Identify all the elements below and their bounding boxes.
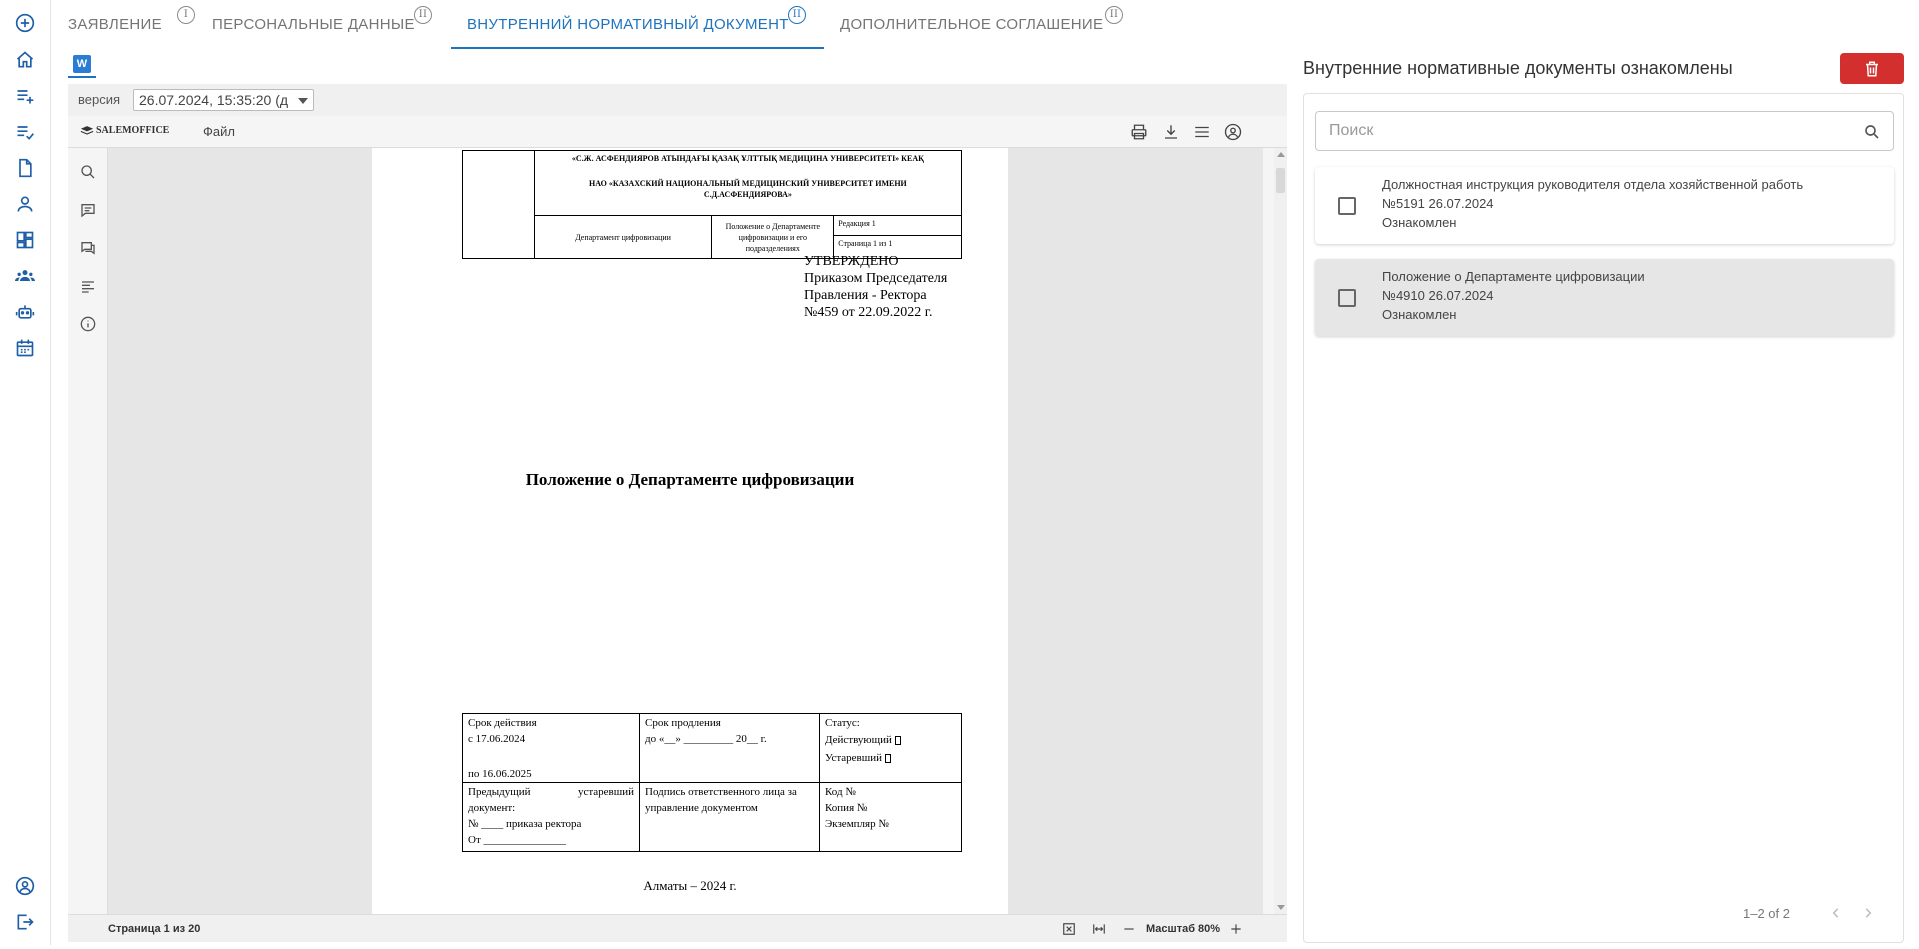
- tab-internal-document[interactable]: [451, 0, 824, 49]
- menu-icon[interactable]: [1192, 122, 1212, 142]
- panel-title: Внутренние нормативные документы ознакомлены: [1303, 58, 1733, 78]
- page-of-cell: Страница 1 из 1: [838, 239, 893, 248]
- search-input[interactable]: [1329, 112, 1849, 150]
- group-icon[interactable]: [14, 265, 36, 287]
- tab-label: ЗАЯВЛЕНИЕ: [68, 16, 162, 33]
- dept-cell: Департамент цифровизации: [534, 216, 712, 259]
- chevron-right-icon[interactable]: [1859, 904, 1877, 922]
- doc-name-cell: Положение о Департаменте цифровизации и его подразделениях: [712, 216, 834, 259]
- list-item[interactable]: [1315, 167, 1894, 244]
- tab-additional-agreement[interactable]: [840, 0, 1140, 49]
- document-header-table: [462, 150, 962, 259]
- version-select[interactable]: [133, 89, 314, 111]
- home-icon[interactable]: [14, 49, 36, 71]
- approval-line: УТВЕРЖДЕНО: [804, 254, 899, 269]
- item-checkbox[interactable]: [1338, 289, 1356, 307]
- tab-label: ПЕРСОНАЛЬНЫЕ ДАННЫЕ: [212, 16, 415, 33]
- playlist-check-icon[interactable]: [14, 121, 36, 143]
- item-number: №4910 26.07.2024: [1382, 288, 1494, 303]
- header-line-kz: «С.Ж. АСФЕНДИЯРОВ АТЫНДАҒЫ ҚАЗАҚ ҰЛТТЫҚ МЕДИЦИНА УНИВЕРСИТЕТІ» КЕАҚ: [571, 154, 924, 163]
- item-status: Ознакомлен: [1382, 215, 1457, 230]
- document-viewer: [68, 84, 1287, 942]
- playlist-add-icon[interactable]: [14, 85, 36, 107]
- copy-number: Копия №: [825, 802, 868, 814]
- tab-application[interactable]: [68, 0, 198, 49]
- comment-icon[interactable]: [78, 200, 98, 220]
- tab-badge: II: [414, 6, 432, 24]
- approval-line: Правления - Ректора: [804, 288, 927, 303]
- plus-circle-icon[interactable]: [14, 12, 36, 34]
- zoom-label: Масштаб 80%: [1146, 923, 1221, 935]
- word-chip-underline: [68, 76, 96, 78]
- tab-label: ДОПОЛНИТЕЛЬНОЕ СОГЛАШЕНИЕ: [840, 16, 1104, 33]
- tab-badge: II: [1105, 6, 1123, 24]
- document-area[interactable]: [108, 148, 1263, 914]
- account-circle-icon[interactable]: [14, 875, 36, 897]
- extension-value: до «__» _________ 20__ г.: [645, 733, 767, 745]
- left-rail: [0, 0, 51, 945]
- person-icon[interactable]: [14, 193, 36, 215]
- chevron-down-icon: [298, 98, 308, 104]
- document-icon[interactable]: [14, 157, 36, 179]
- document-scrollbar[interactable]: [1274, 148, 1287, 914]
- approval-line: Приказом Председателя: [804, 271, 948, 286]
- logo-cell: [463, 151, 535, 259]
- delete-button[interactable]: [1840, 53, 1904, 84]
- list-item[interactable]: [1315, 259, 1894, 336]
- signature-cell: Подпись ответственного лица за управление документом: [640, 783, 820, 852]
- item-checkbox[interactable]: [1338, 197, 1356, 215]
- viewer-side-tools: [68, 148, 108, 914]
- file-menu[interactable]: Файл: [203, 124, 235, 139]
- tab-label: ВНУТРЕННИЙ НОРМАТИВНЫЙ ДОКУМЕНТ: [467, 16, 789, 33]
- fit-width-icon[interactable]: [1091, 921, 1107, 937]
- scroll-up-icon[interactable]: [1277, 152, 1285, 157]
- item-status: Ознакомлен: [1382, 307, 1457, 322]
- item-number: №5191 26.07.2024: [1382, 196, 1494, 211]
- logout-icon[interactable]: [14, 911, 36, 933]
- search-icon[interactable]: [78, 162, 98, 182]
- chat-icon[interactable]: [78, 238, 98, 258]
- tab-bar: [51, 0, 1301, 49]
- user-circle-icon[interactable]: [1223, 122, 1243, 142]
- validity-to: по 16.06.2025: [468, 768, 532, 780]
- item-title: Должностная инструкция руководителя отдела хозяйственной работь: [1382, 177, 1804, 192]
- print-icon[interactable]: [1129, 122, 1149, 142]
- viewer-statusbar: [68, 914, 1287, 942]
- previous-from: От _______________: [468, 834, 567, 846]
- layers-icon: [80, 125, 94, 136]
- documents-panel: [1303, 93, 1904, 943]
- viewer-toolbar: [68, 116, 1287, 148]
- zoom-in-icon[interactable]: [1228, 921, 1244, 937]
- tab-badge: I: [177, 6, 195, 24]
- scroll-down-icon[interactable]: [1277, 905, 1285, 910]
- item-title: Положение о Департаменте цифровизации: [1382, 269, 1645, 284]
- search-box: [1315, 111, 1894, 151]
- edition-cell: Редакция 1: [834, 216, 961, 236]
- chevron-left-icon[interactable]: [1827, 904, 1845, 922]
- version-value: 26.07.2024, 15:35:20 (д: [139, 92, 289, 108]
- city-year: Алматы – 2024 г.: [643, 878, 737, 893]
- previous-order: № ____ приказа ректора: [468, 818, 582, 830]
- previous-doc: Предыдущий устаревший документ:: [468, 786, 634, 814]
- robot-icon[interactable]: [14, 301, 36, 323]
- document-info-table: [462, 713, 962, 852]
- page-counter: Страница 1 из 20: [108, 923, 201, 935]
- align-left-icon[interactable]: [78, 276, 98, 296]
- info-icon[interactable]: [78, 314, 98, 334]
- approval-line: №459 от 22.09.2022 г.: [804, 305, 933, 320]
- trash-icon: [1863, 60, 1881, 78]
- search-icon[interactable]: [1863, 123, 1881, 141]
- instance-number: Экземпляр №: [825, 818, 889, 830]
- header-line-ru: НАО «КАЗАХСКИЙ НАЦИОНАЛЬНЫЙ МЕДИЦИНСКИЙ УНИВЕРСИТЕТ ИМЕНИ С.Д.АСФЕНДИЯРОВА»: [589, 179, 907, 199]
- zoom-out-icon[interactable]: [1121, 921, 1137, 937]
- tab-badge: II: [788, 6, 806, 24]
- tab-personal-data[interactable]: [212, 0, 427, 49]
- logo-text: SALEMOFFICE: [96, 125, 170, 136]
- status-label: Статус:: [825, 717, 860, 729]
- status-active: Действующий: [825, 732, 956, 748]
- download-icon[interactable]: [1161, 122, 1181, 142]
- scroll-thumb[interactable]: [1276, 168, 1285, 193]
- pagination-text: 1–2 of 2: [1743, 906, 1790, 921]
- fit-page-icon[interactable]: [1061, 921, 1077, 937]
- extension-label: Срок продления: [645, 717, 721, 729]
- version-label: версия: [78, 92, 121, 107]
- version-bar: [68, 84, 1287, 116]
- document-page: [372, 148, 1008, 914]
- word-document-chip[interactable]: W: [73, 55, 91, 73]
- status-obsolete: Устаревший: [825, 750, 956, 766]
- dashboard-icon[interactable]: [14, 229, 36, 251]
- calendar-icon[interactable]: [14, 337, 36, 359]
- code-number: Код №: [825, 786, 856, 798]
- document-title: Положение о Департаменте цифровизации: [525, 470, 855, 489]
- salemoffice-logo: [80, 125, 169, 136]
- approval-block: [804, 253, 947, 321]
- validity-from: с 17.06.2024: [468, 733, 526, 745]
- validity-label: Срок действия: [468, 717, 537, 729]
